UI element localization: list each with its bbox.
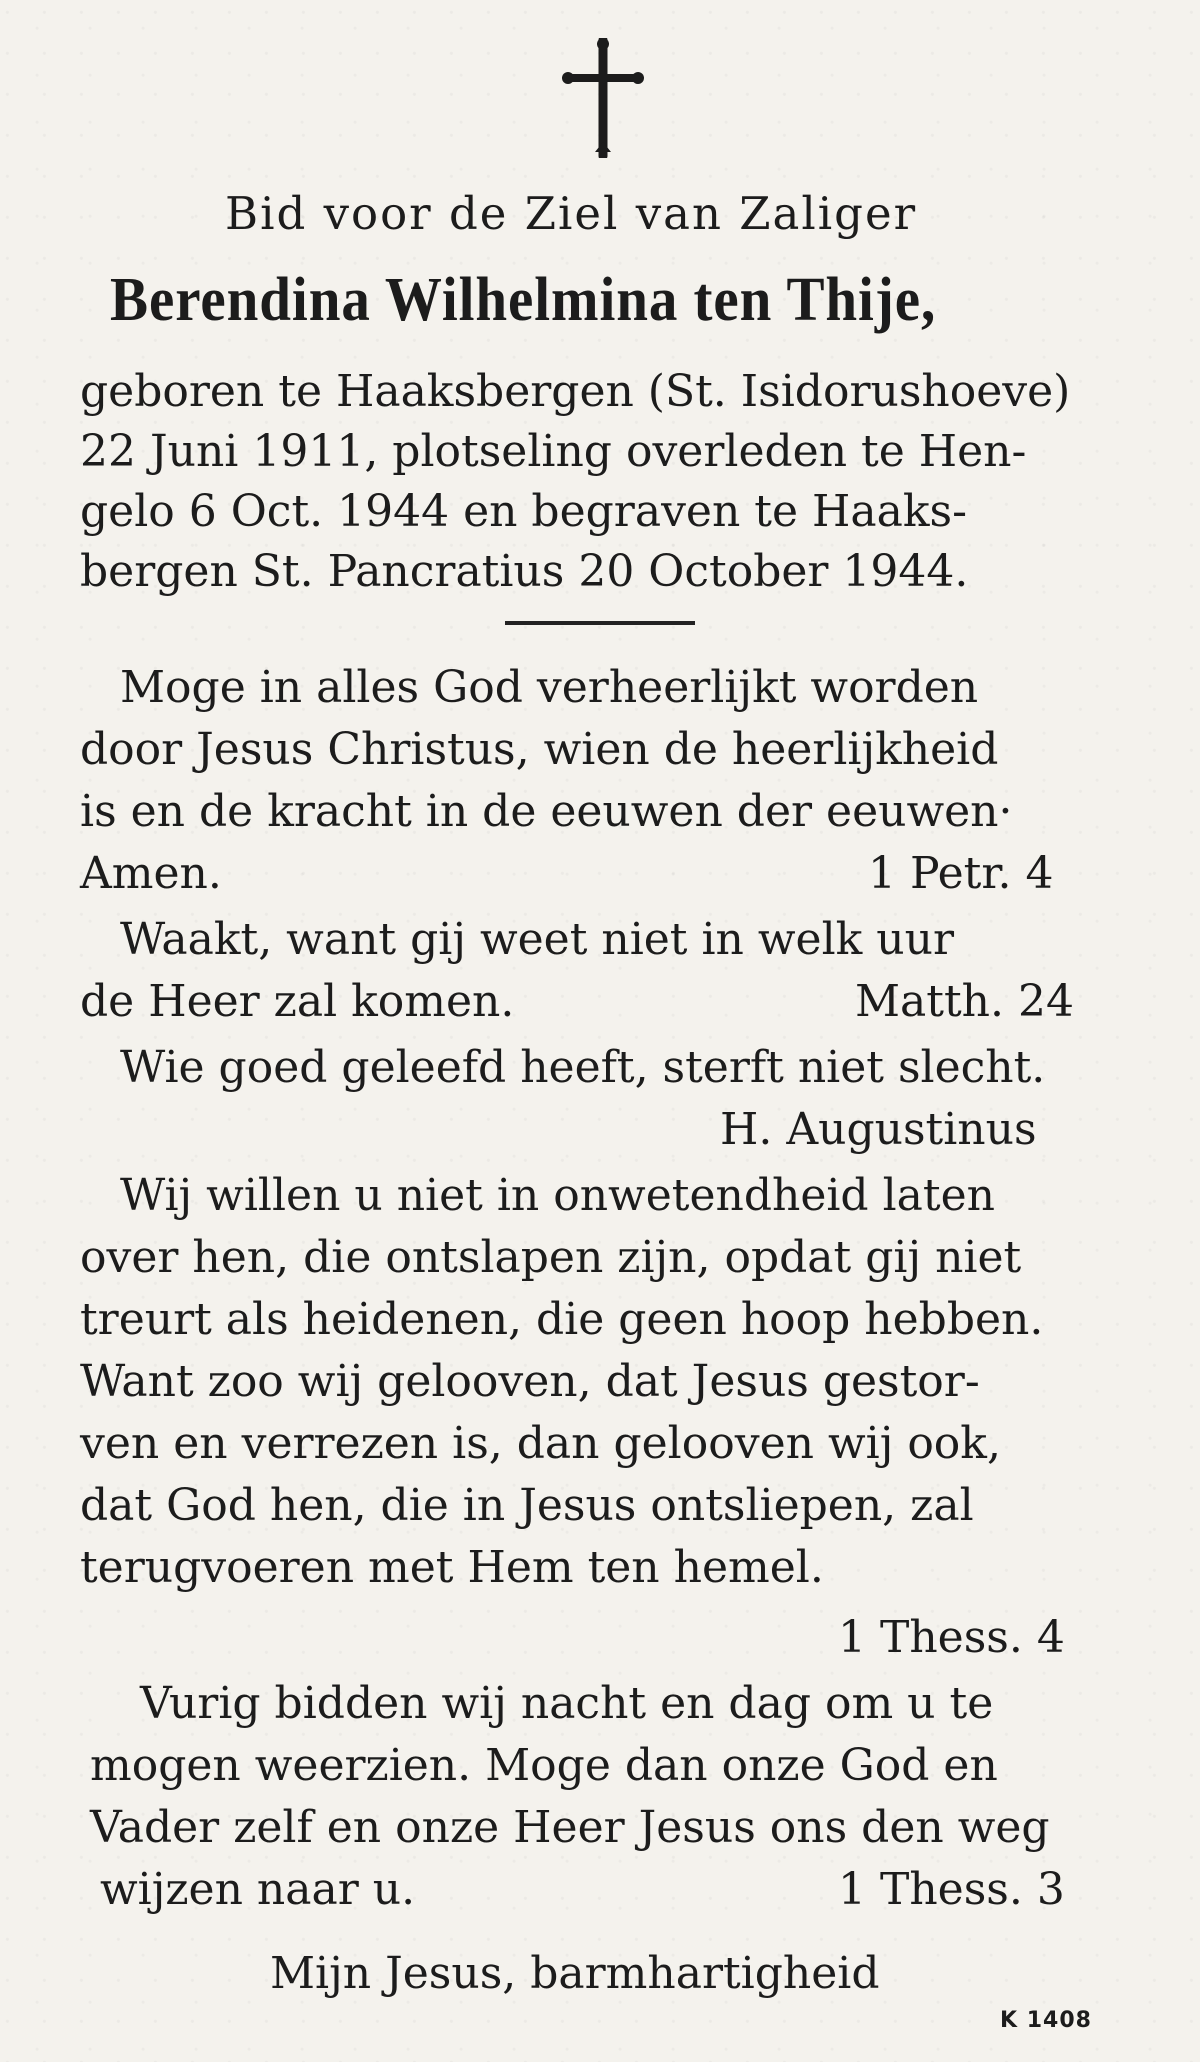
- verse-line: over hen, die ontslapen zijn, opdat gij niet: [80, 1232, 1022, 1283]
- deceased-name: Berendina Wilhelmina ten Thije,: [110, 266, 937, 334]
- bio-line: bergen St. Pancratius 20 October 1944.: [80, 546, 969, 597]
- verse-line: Moge in alles God verheerlijkt worden: [120, 662, 979, 713]
- verse-line: de Heer zal komen.: [80, 976, 515, 1027]
- scripture-reference: 1 Thess. 4: [838, 1612, 1065, 1663]
- verse-line: is en de kracht in de eeuwen der eeuwen·: [80, 786, 1013, 837]
- scripture-reference: 1 Petr. 4: [868, 848, 1054, 899]
- verse-line: ven en verrezen is, dan gelooven wij ook,: [80, 1418, 1001, 1469]
- verse-line: treurt als heidenen, die geen hoop hebben.: [80, 1294, 1044, 1345]
- bio-line: 22 Juni 1911, plotseling overleden te Hen-: [80, 426, 1027, 477]
- verse-line: dat God hen, die in Jesus ontsliepen, zal: [80, 1480, 974, 1531]
- verse-line: Wie goed geleefd heeft, sterft niet slecht.: [120, 1042, 1046, 1093]
- verse-line: Waakt, want gij weet niet in welk uur: [120, 914, 955, 965]
- scripture-reference: H. Augustinus: [720, 1104, 1037, 1155]
- scripture-reference: Matth. 24: [855, 976, 1074, 1027]
- verse-line: wijzen naar u.: [100, 1864, 416, 1915]
- divider-rule: [505, 621, 695, 625]
- latin-cross-icon: [562, 38, 644, 158]
- invocation-text: Bid voor de Ziel van Zaliger: [225, 187, 918, 240]
- print-code: K 1408: [1000, 2008, 1092, 2033]
- bio-line: gelo 6 Oct. 1944 en begraven te Haaks-: [80, 486, 967, 537]
- bio-line: geboren te Haaksbergen (St. Isidorushoeve): [80, 366, 1071, 417]
- verse-line: door Jesus Christus, wien de heerlijkheid: [80, 724, 999, 775]
- verse-line: mogen weerzien. Moge dan onze God en: [90, 1740, 998, 1791]
- verse-line: Vurig bidden wij nacht en dag om u te: [140, 1678, 994, 1729]
- scripture-reference: 1 Thess. 3: [838, 1864, 1065, 1915]
- verse-line: Want zoo wij gelooven, dat Jesus gestor-: [80, 1356, 980, 1407]
- verse-line: terugvoeren met Hem ten hemel.: [80, 1542, 824, 1593]
- verse-line: Wij willen u niet in onwetendheid laten: [120, 1170, 995, 1221]
- verse-line: Vader zelf en onze Heer Jesus ons den weg: [90, 1802, 1050, 1853]
- verse-line: Amen.: [80, 848, 222, 899]
- closing-prayer: Mijn Jesus, barmhartigheid: [270, 1948, 880, 1999]
